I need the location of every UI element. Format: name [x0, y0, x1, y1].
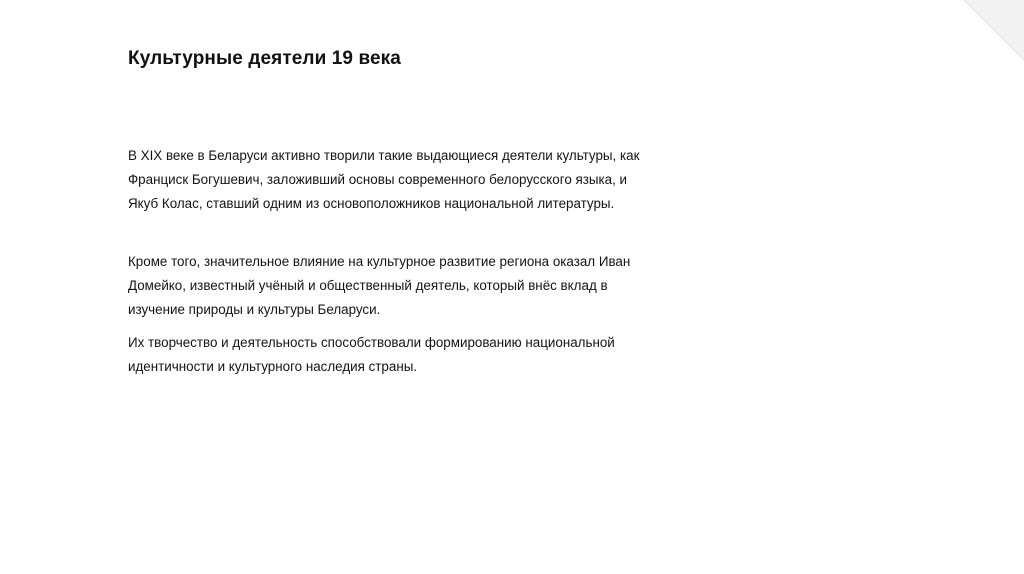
- paragraph-2: [128, 250, 668, 322]
- paragraph-2-line-2: Домейко, известный учёный и общественный деятель, который внёс вклад в: [128, 278, 608, 293]
- paragraph-3: [128, 331, 668, 379]
- paragraph-2-line-1: Кроме того, значительное влияние на культурное развитие региона оказал Иван: [128, 254, 631, 269]
- slide-title: Культурные деятели 19 века: [128, 48, 401, 69]
- paragraph-1-line-3: Якуб Колас, ставший одним из основоположников национальной литературы.: [128, 196, 615, 211]
- page-corner-decoration: [964, 0, 1024, 60]
- paragraph-1-line-2: Франциск Богушевич, заложивший основы современного белорусского языка, и: [128, 172, 628, 187]
- slide-body: [128, 144, 668, 379]
- paragraph-2-line-3: изучение природы и культуры Беларуси.: [128, 302, 381, 317]
- paragraph-3-line-1: Их творчество и деятельность способствовали формированию национальной: [128, 335, 615, 350]
- paragraph-1: [128, 144, 668, 216]
- paragraph-3-line-2: идентичности и культурного наследия страны.: [128, 359, 418, 374]
- paragraph-1-line-1: В XIX веке в Беларуси активно творили такие выдающиеся деятели культуры, как: [128, 148, 640, 163]
